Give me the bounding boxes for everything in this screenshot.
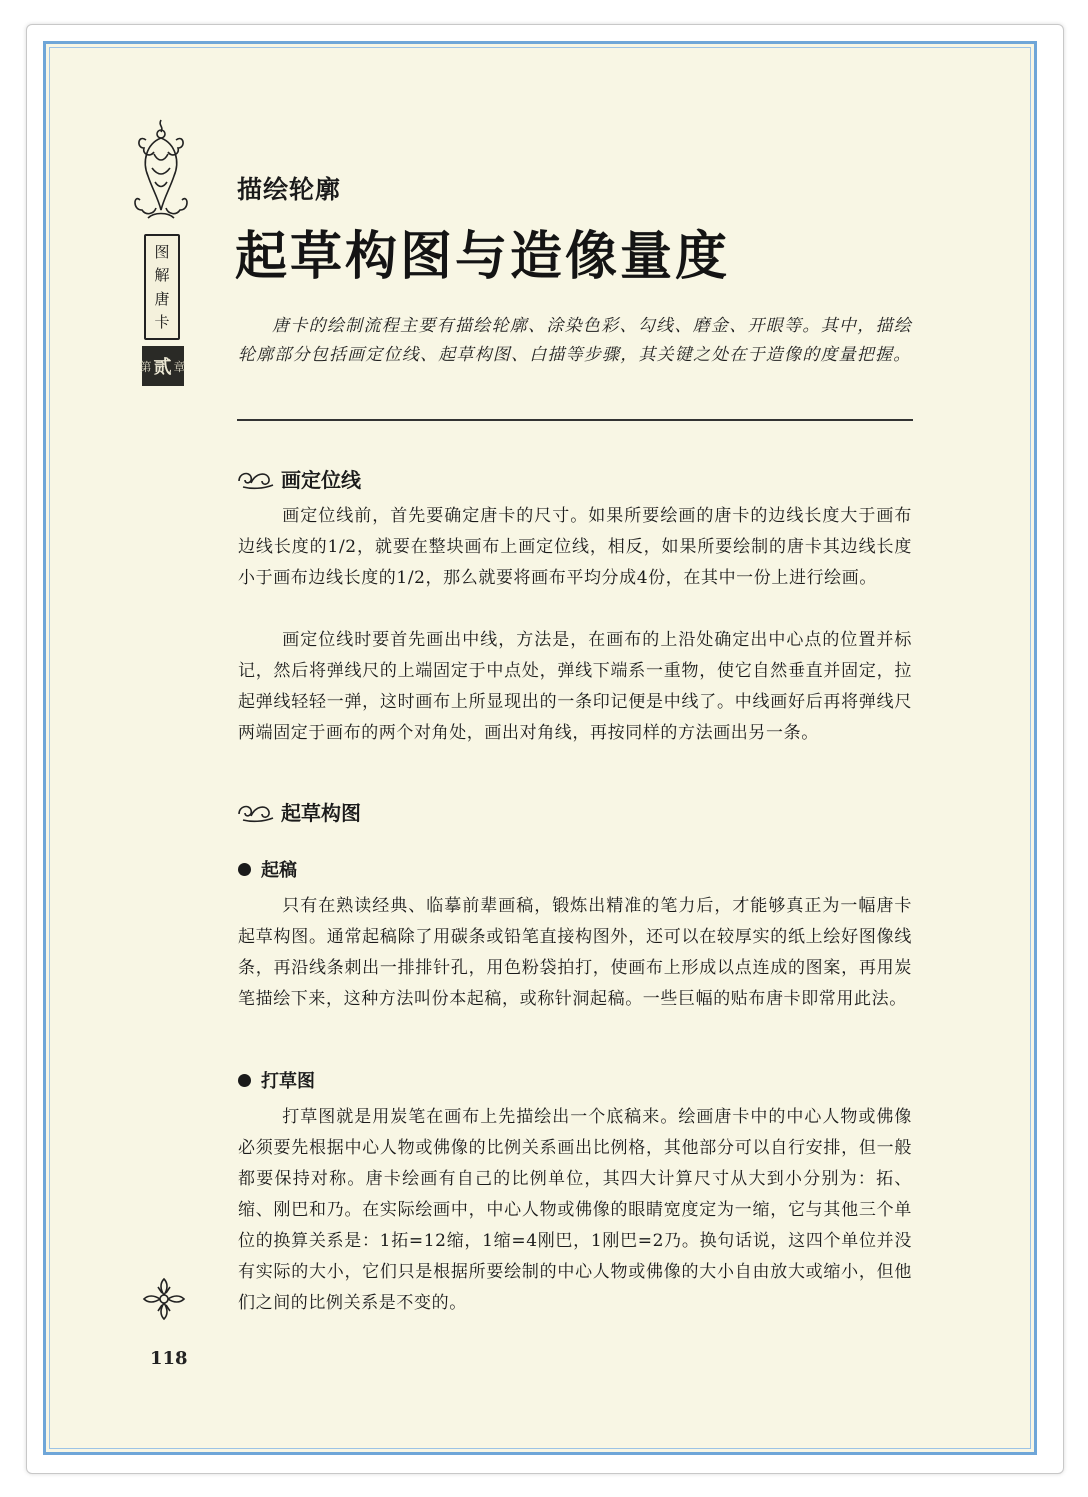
subheading-text: 打草图: [261, 1071, 315, 1092]
badge-char-2: 解: [154, 266, 170, 285]
section-heading-text: 起草构图: [281, 801, 361, 825]
paragraph: 打草图就是用炭笔在画布上先描绘出一个底稿来。绘画唐卡中的中心人物或佛像必须要先根据中心人物或佛像的比例关系画出比例格，其他部分可以自行安排，但一般都要保持对称。唐卡绘画有自己的比例单位，其四大计算尺寸从大到小分别为：拓、缩、刚巴和乃。在实际绘画中，中心人物或佛像的眼睛宽度定为一缩，它与其他三个单位的换算关系是：1拓=12缩，1缩=4刚巴，1刚巴=2乃。换句话说，这四个单位并没有实际的大小，它们只是根据所要绘制的中心人物或佛像的大小自由放大或缩小，但他们之间的比例关系是不变的。: [238, 1107, 912, 1313]
chapter-suffix: 章: [173, 359, 187, 374]
section-heading-positioning-lines: [235, 464, 361, 493]
paragraph: 画定位线时要首先画出中线，方法是，在画布的上沿处确定出中心点的位置并标记，然后将弹线尺的上端固定于中点处，弹线下端系一重物，使它自然垂直并固定，拉起弹线轻轻一弹，这时画布上所显现出的一条印记便是中线了。中线画好后再将弹线尺两端固定于画布的两个对角处，画出对角线，再按同样的方法画出另一条。: [238, 630, 912, 743]
badge-char-1: 图: [154, 242, 170, 261]
chapter-number: 贰: [153, 357, 173, 378]
chapter-prefix: 第: [139, 359, 153, 374]
cloud-swirl-icon: [235, 467, 277, 491]
intro-paragraph: 唐卡的绘制流程主要有描绘轮廓、涂染色彩、勾线、磨金、开眼等。其中，描绘轮廓部分包括画定位线、起草构图、白描等步骤，其关键之处在于造像的度量把握。: [238, 316, 912, 365]
section-heading-sketch-composition: [235, 797, 361, 826]
chapter-badge: [139, 346, 187, 386]
section-kicker: 描绘轮廓: [237, 175, 342, 204]
book-series-badge: [144, 234, 180, 340]
double-vajra-icon: [142, 1277, 186, 1321]
cloud-swirl-icon: [235, 800, 277, 824]
subheading-drafting: [238, 856, 297, 882]
page-title: 起草构图与造像量度: [235, 227, 731, 287]
bullet-dot: [238, 863, 251, 876]
conch-ornament-icon: [128, 114, 194, 226]
book-page: [43, 41, 1037, 1455]
page-number: 118: [150, 1348, 188, 1369]
subheading-rough-sketch: [238, 1067, 315, 1093]
bullet-dot: [238, 1074, 251, 1087]
divider: [237, 419, 913, 421]
badge-char-4: 卡: [154, 313, 170, 332]
badge-char-3: 唐: [154, 289, 170, 308]
section-heading-text: 画定位线: [281, 468, 361, 492]
paragraph: 只有在熟读经典、临摹前辈画稿，锻炼出精准的笔力后，才能够真正为一幅唐卡起草构图。通常起稿除了用碳条或铅笔直接构图外，还可以在较厚实的纸上绘好图像线条，再沿线条刺出一排排针孔，用色粉袋拍打，使画布上形成以点连成的图案，再用炭笔描绘下来，这种方法叫份本起稿，或称针洞起稿。一些巨幅的贴布唐卡即常用此法。: [238, 896, 912, 1009]
subheading-text: 起稿: [261, 860, 297, 881]
paragraph: 画定位线前，首先要确定唐卡的尺寸。如果所要绘画的唐卡的边线长度大于画布边线长度的1/2，就要在整块画布上画定位线，相反，如果所要绘制的唐卡其边线长度小于画布边线长度的1/2，那么就要将画布平均分成4份，在其中一份上进行绘画。: [238, 506, 912, 588]
